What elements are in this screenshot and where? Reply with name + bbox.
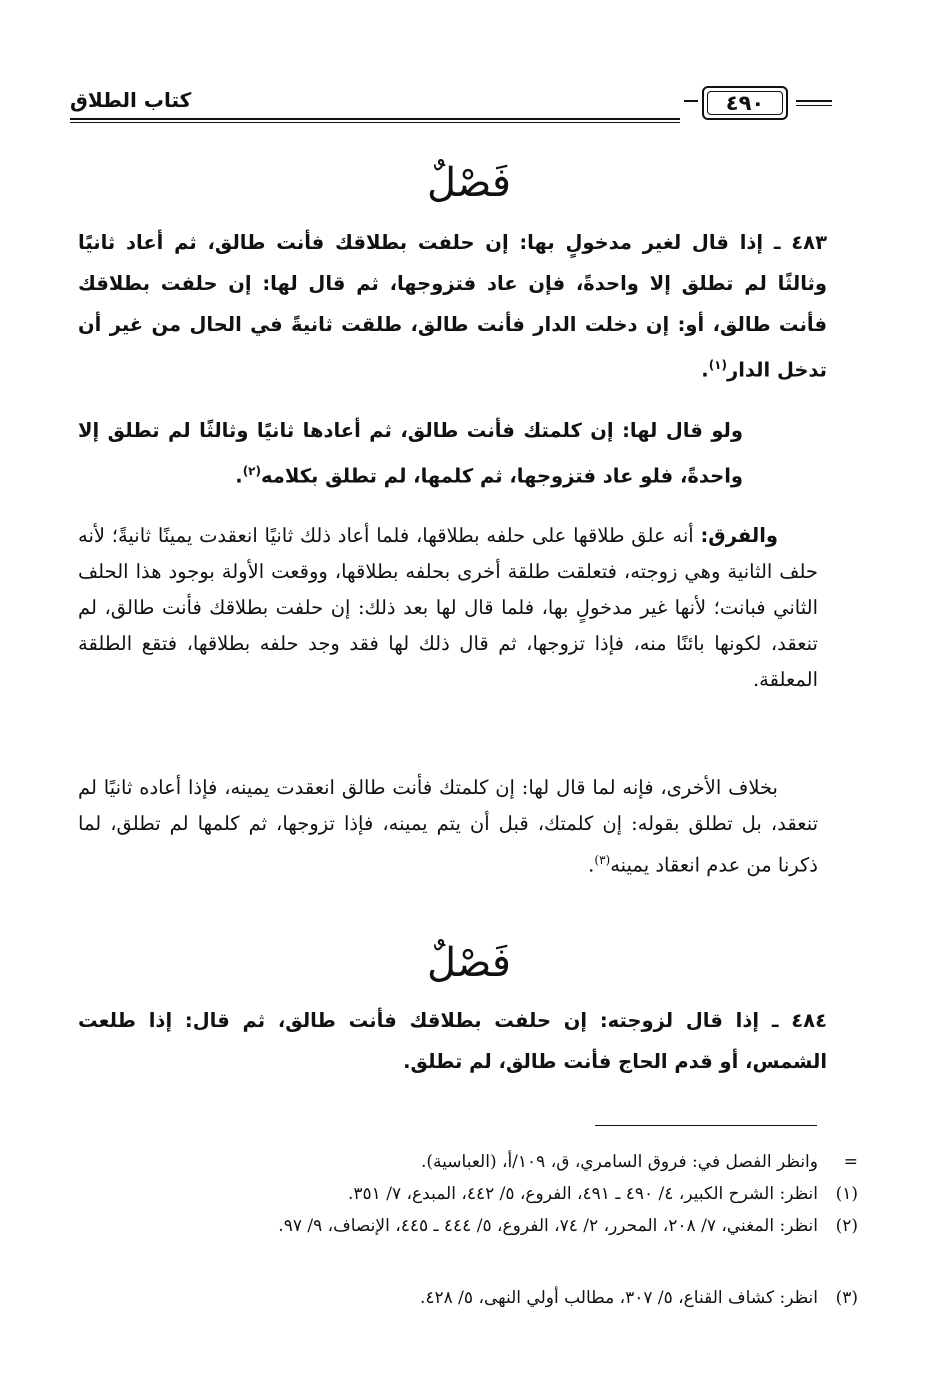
footnote-text: انظر: الشرح الكبير، ٤/ ٤٩٠ ـ ٤٩١، الفروع، ٥/ ٤٤٢، المبدع، ٧/ ٣٥١. [348,1184,818,1204]
running-header [70,82,815,126]
page-number: ٤٩٠ [725,91,765,115]
header-rule-thin [70,122,680,123]
masala-number: ٤٨٤ ـ [771,1009,827,1032]
header-rule [70,118,680,120]
footnote [118,1284,858,1312]
footnote [118,1180,858,1208]
masala-number: ٤٨٣ ـ [773,231,827,254]
footnote-mark: (١) [835,1184,858,1204]
masala-484 [78,1000,827,1082]
footnote-ref: (١) [708,358,727,372]
masala-483: ٤٨٣ ـ إذا قال لغير مدخولٍ بها: إن حلفت بطلاقك فأنت طالق، ثم أعاد ثانيًا وثالثًا لم تطلق إلا واحدةً، فإن عاد فتزوجها، ثم قال لها: إن حلفت بطلاقك فأنت طالق، أو: إن دخلت الدار فأنت طالق، طلقت ثانيةً في الحال من غير أن تدخل الدار$^{(١)}$. [78,231,827,382]
footnote-rule [595,1125,817,1126]
book-title: كتاب الطلاق [70,88,192,112]
header-ornament-right-thin [796,105,832,106]
masala-text: إذا قال لزوجته: إن حلفت بطلاقك فأنت طالق، ثم قال: إذا طلعت الشمس، أو قدم الحاج فأنت طالق، لم تطلق. [78,1009,827,1073]
section-heading: فَصْلٌ [426,160,512,206]
footnote [118,1212,858,1240]
footnote-ref: (٣) [594,853,611,867]
footnote-mark: = [843,1152,858,1172]
masala-text: ولو قال لها: إن كلمتك فأنت طالق، ثم أعادها ثانيًا وثالثًا لم تطلق إلا واحدةً، فلو عاد فتزوجها، ثم كلمها، لم تطلق بكلامه [78,419,743,488]
section-heading: فَصْلٌ [426,940,512,986]
footnote-ref: (٢) [242,464,261,478]
footnote-text: انظر: كشاف القناع، ٥/ ٣٠٧، مطالب أولي النهى، ٥/ ٤٢٨. [419,1288,818,1308]
header-ornament-right [796,100,832,102]
masala-text: إذا قال لغير مدخولٍ بها: إن حلفت بطلاقك فأنت طالق، ثم أعاد ثانيًا وثالثًا لم تطلق إلا واحدةً، فإن عاد فتزوجها، ثم قال لها: إن حلفت بطلاقك فأنت طالق، أو: إن دخلت الدار فأنت طالق، طلقت ثانيةً في الحال من غير أن تدخل الدار [78,231,827,382]
farq-paragraph [78,518,818,698]
header-ornament-left [684,100,698,102]
farq-text: أنه علق طلاقها على حلفه بطلاقها، فلما أعاد ذلك ثانيًا انعقدت يمينًا ثانيةً؛ لأنه حلف الثانية وهي زوجته، فتعلقت طلقة أخرى بحلفه بطلاقها، ووقعت الأولة بوجود هذا الحلف الثاني فبانت؛ لأنها غير مدخولٍ بها، فلما قال لها بعد ذلك: إن حلفت بطلاقك فأنت طالق، لم تنعقد، لكونها بائنًا منه، فإذا تزوجها، ثم قال ذلك لها فقد وجد حلفه بطلاقها، فتقع الطلقة المعلقة. [78,524,818,691]
farq-text: بخلاف الأخرى، فإنه لما قال لها: إن كلمتك فأنت طالق انعقدت يمينه، فإذا أعاده ثانيًا لم تنعقد، بل تطلق بقوله: إن كلمتك، قبل أن يتم يمينه، فإذا تزوجها، ثم كلمها لم تطلق، لما ذكرنا من عدم انعقاد يمينه [78,776,818,877]
farq-paragraph-2: بخلاف الأخرى، فإنه لما قال لها: إن كلمتك فأنت طالق انعقدت يمينه، فإذا أعاده ثانيًا لم تنعقد، بل تطلق بقوله: إن كلمتك، قبل أن يتم يمينه، فإذا تزوجها، ثم كلمها لم تطلق، لما ذكرنا من عدم انعقاد يمينه$^{(٣)}$. [78,776,818,877]
footnote [118,1148,858,1176]
page-number-box [702,86,788,120]
masala-483-para2: ولو قال لها: إن كلمتك فأنت طالق، ثم أعادها ثانيًا وثالثًا لم تطلق إلا واحدةً، فلو عاد فتزوجها، ثم كلمها، لم تطلق بكلامه$^{(٢)}$. [78,419,743,488]
footnote-mark: (٢) [835,1216,858,1236]
footnote-text: وانظر الفصل في: فروق السامري، ق، ١٠٩/أ، (العباسية). [421,1152,818,1172]
footnote-text: انظر: المغني، ٧/ ٢٠٨، المحرر، ٢/ ٧٤، الفروع، ٥/ ٤٤٤ ـ ٤٤٥، الإنصاف، ٩/ ٩٧. [278,1216,818,1236]
footnote-mark: (٣) [835,1288,858,1308]
farq-label: والفرق: [700,524,778,547]
